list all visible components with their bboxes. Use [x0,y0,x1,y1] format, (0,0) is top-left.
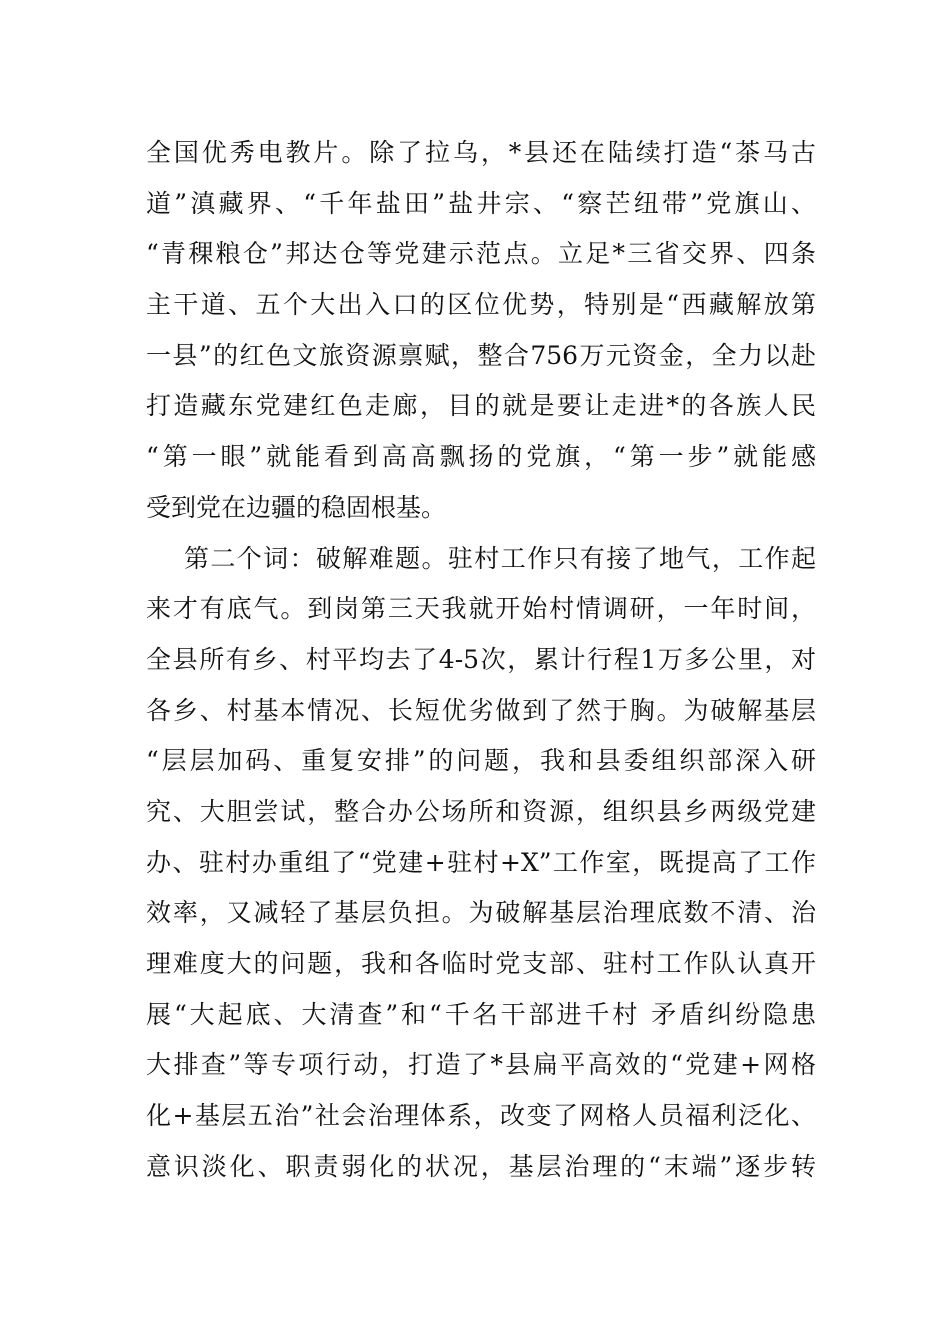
text-line: 来才有底气。到岗第三天我就开始村情调研，一年时间， [146,594,816,624]
text-line: 办、驻村办重组了“党建+驻村+X”工作室，既提高了工作 [146,847,816,877]
text-line: 效率，又减轻了基层负担。为破解基层治理底数不清、治 [146,898,816,928]
text-line: 打造藏东党建红色走廊，目的就是要让走进*的各族人民 [146,391,816,421]
text-line: 主干道、五个大出入口的区位优势，特别是“西藏解放第 [146,290,816,320]
text-line: 一县”的红色文旅资源禀赋，整合756万元资金，全力以赴 [146,340,816,370]
text-line: 全国优秀电教片。除了拉乌，*县还在陆续打造“茶马古 [146,138,816,167]
text-line: 各乡、村基本情况、长短优劣做到了然于胸。为破解基层 [146,695,816,725]
text-line: “第一眼”就能看到高高飘扬的党旗，“第一步”就能感 [146,442,816,472]
paragraph-first-line: 第二个词：破解难题。驻村工作只有接了地气，工作起 [184,543,816,573]
text-line: 受到党在边疆的稳固根基。 [146,492,447,522]
text-line: “青稞粮仓”邦达仓等党建示范点。立足*三省交界、四条 [146,239,816,269]
text-line: 化+基层五治”社会治理体系，改变了网格人员福利泛化、 [146,1101,816,1131]
text-line: 道”滇藏界、“千年盐田”盐井宗、“察芒纽带”党旗山、 [146,188,816,218]
text-line: 究、大胆尝试，整合办公场所和资源，组织县乡两级党建 [146,796,816,826]
body-text [146,128,816,1192]
text-line: “层层加码、重复安排”的问题，我和县委组织部深入研 [146,746,816,776]
text-line: 意识淡化、职责弱化的状况，基层治理的“末端”逐步转 [146,1151,816,1181]
text-line: 大排查”等专项行动，打造了*县扁平高效的“党建+网格 [146,1050,816,1080]
text-line: 全县所有乡、村平均去了4-5次，累计行程1万多公里，对 [146,644,816,674]
text-line: 理难度大的问题，我和各临时党支部、驻村工作队认真开 [146,949,816,978]
text-line: 展“大起底、大清查”和“千名干部进千村 矛盾纠纷隐患 [146,999,816,1029]
